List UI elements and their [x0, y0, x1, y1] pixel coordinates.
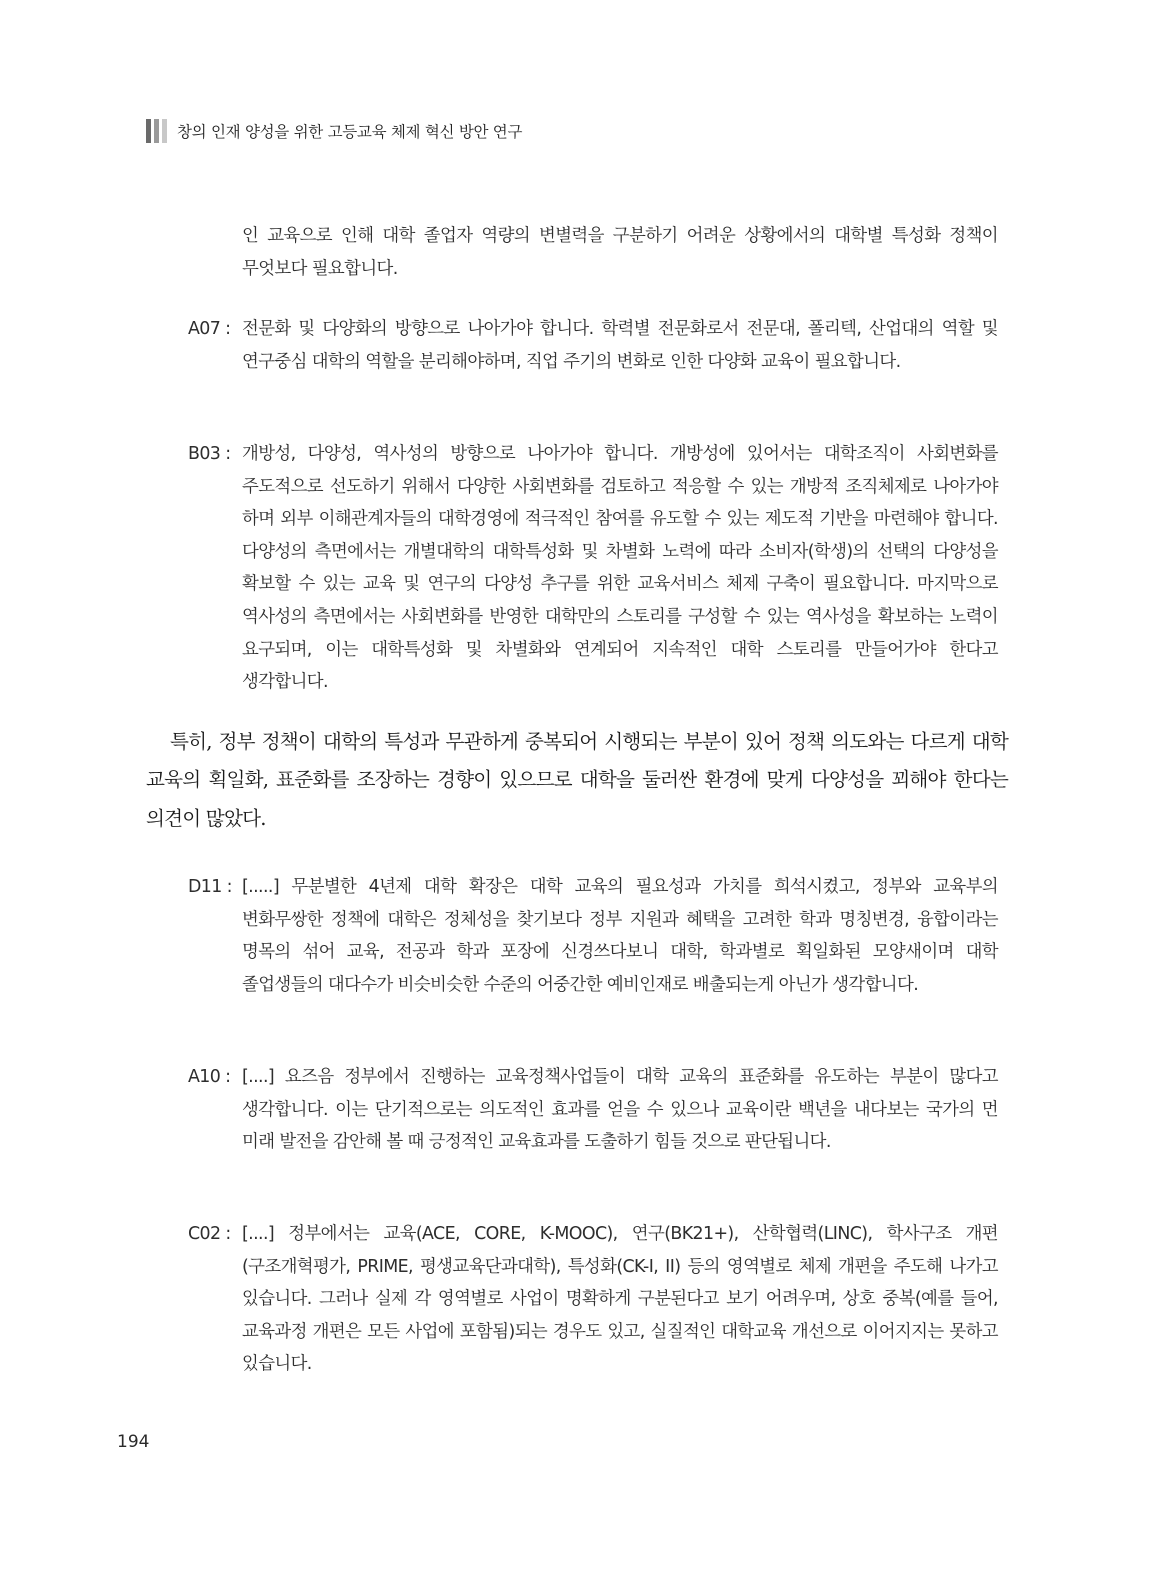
header-bar-icon [146, 119, 167, 143]
quote-label: D11 : [188, 877, 232, 897]
running-header [146, 118, 522, 144]
quote-label: C02 : [188, 1224, 231, 1244]
quote-c02 [188, 1218, 998, 1381]
quote-label: A10 : [188, 1067, 231, 1087]
quote-text: [.....] 무분별한 4년제 대학 확장은 대학 교육의 필요성과 가치를 희석시켰고, 정부와 교육부의 변화무쌍한 정책에 대학은 정체성을 찾기보다 정부 지원과 혜택을 고려한 학과 명칭변경, 융합이라는 명목의 섞어 교육, 전공과 학과 포장에 신경쓰다보니 대학, 학과별로 획일화된 모양새이며 대학 졸업생들의 대다수가 비슷비슷한 수준의 어중간한 예비인재로 배출되는게 아닌가 생각합니다. [242, 877, 998, 995]
quote-text: 전문화 및 다양화의 방향으로 나아가야 합니다. 학력별 전문화로서 전문대, 폴리텍, 산업대의 역할 및 연구중심 대학의 역할을 분리해야하며, 직업 주기의 변화로 인한 다양화 교육이 필요합니다. [242, 319, 998, 372]
quote-text: [....] 요즈음 정부에서 진행하는 교육정책사업들이 대학 교육의 표준화를 유도하는 부분이 많다고 생각합니다. 이는 단기적으로는 의도적인 효과를 얻을 수 있으나 교육이란 백년을 내다보는 국가의 먼 미래 발전을 감안해 볼 때 긍정적인 교육효과를 도출하기 힘들 것으로 판단됩니다. [242, 1067, 998, 1153]
quote-b03 [188, 438, 998, 699]
quote-continuation [242, 220, 998, 285]
quote-text: 인 교육으로 인해 대학 졸업자 역량의 변별력을 구분하기 어려운 상황에서의 대학별 특성화 정책이 무엇보다 필요합니다. [242, 226, 998, 279]
page-number: 194 [117, 1432, 150, 1452]
quote-label: A07 : [188, 319, 231, 339]
quote-a10 [188, 1061, 998, 1159]
quote-d11 [188, 871, 998, 1001]
quote-label: B03 : [188, 444, 231, 464]
header-title: 창의 인재 양성을 위한 고등교육 체제 혁신 방안 연구 [177, 123, 523, 141]
body-paragraph: 특히, 정부 정책이 대학의 특성과 무관하게 중복되어 시행되는 부분이 있어 정책 의도와는 다르게 대학 교육의 획일화, 표준화를 조장하는 경향이 있으므로 대학을 둘러싼 환경에 맞게 다양성을 꾀해야 한다는 의견이 많았다. [146, 730, 1008, 830]
quote-text: 개방성, 다양성, 역사성의 방향으로 나아가야 합니다. 개방성에 있어서는 대학조직이 사회변화를 주도적으로 선도하기 위해서 다양한 사회변화를 검토하고 적응할 수 있는 개방적 조직체제로 나아가야 하며 외부 이해관계자들의 대학경영에 적극적인 참여를 유도할 수 있는 제도적 기반을 마련해야 합니다. 다양성의 측면에서는 개별대학의 대학특성화 및 차별화 노력에 따라 소비자(학생)의 선택의 다양성을 확보할 수 있는 교육 및 연구의 다양성 추구를 위한 교육서비스 체제 구축이 필요합니다. 마지막으로 역사성의 측면에서는 사회변화를 반영한 대학만의 스토리를 구성할 수 있는 역사성을 확보하는 노력이 요구되며, 이는 대학특성화 및 차별화와 연계되어 지속적인 대학 스토리를 만들어가야 한다고 생각합니다. [242, 444, 998, 693]
quote-text: [....] 정부에서는 교육(ACE, CORE, K-MOOC), 연구(BK21+), 산학협력(LINC), 학사구조 개편(구조개혁평가, PRIME, 평생교육단과대학), 특성화(CK-I, II) 등의 영역별로 체제 개편을 주도해 나가고 있습니다. 그러나 실제 각 영역별로 사업이 명확하게 구분된다고 보기 어려우며, 상호 중복(예를 들어, 교육과정 개편은 모든 사업에 포함됨)되는 경우도 있고, 실질적인 대학교육 개선으로 이어지지는 못하고 있습니다. [242, 1224, 998, 1375]
quote-a07 [188, 313, 998, 378]
